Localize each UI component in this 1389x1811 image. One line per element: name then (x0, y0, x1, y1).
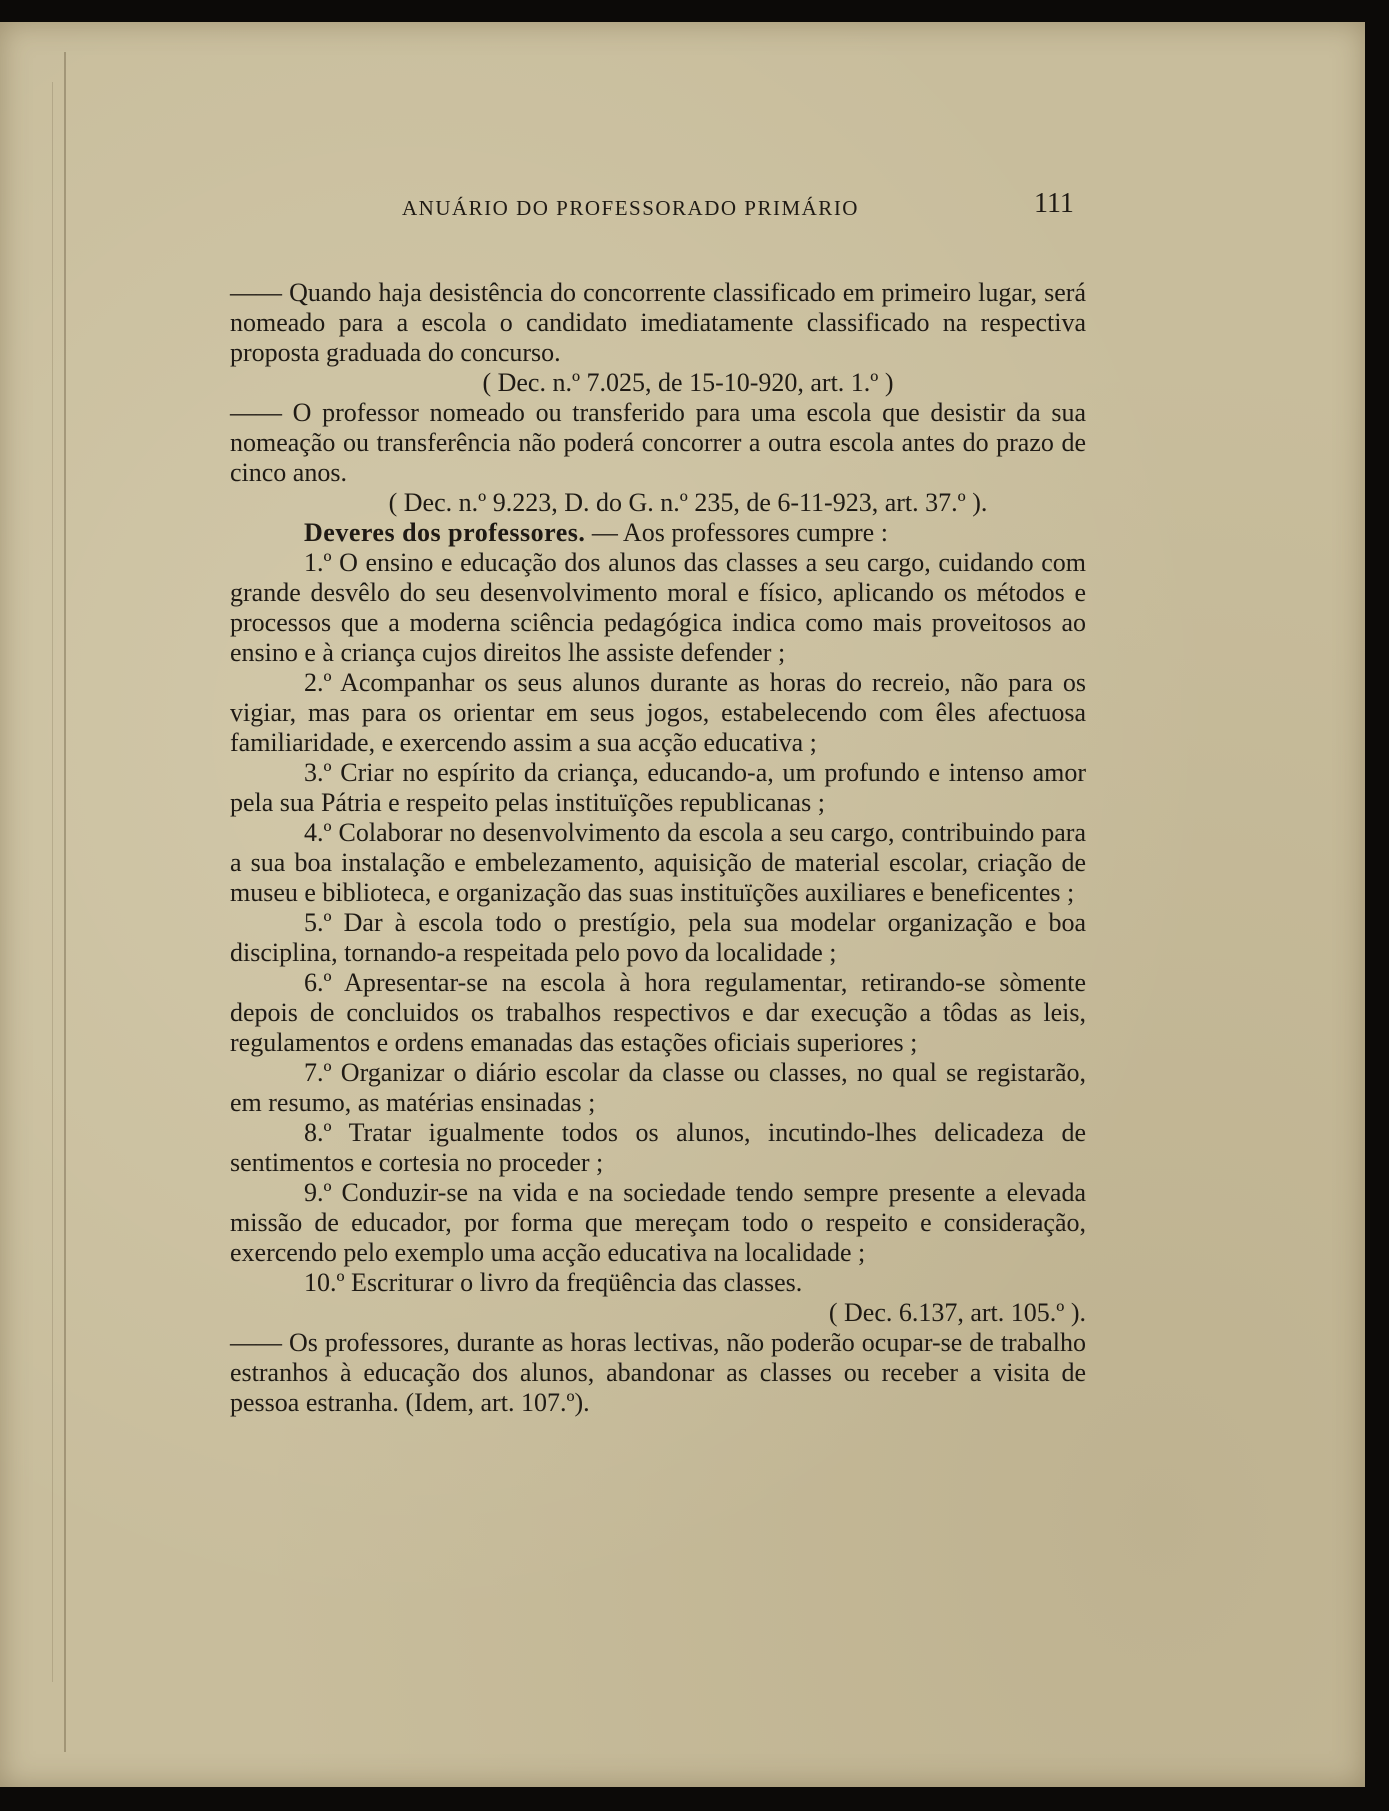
paragraph-desistencia: —— Quando haja desistência do concorrente classificado em primeiro lugar, será nomeado para a escola o candidato imediatamente classificado na respectiva proposta graduada do concurso. (230, 278, 1086, 367)
list-item-1: 1.º O ensino e educação dos alunos das classes a seu cargo, cuidando com grande desvêlo do seu desenvolvimento moral e físico, aplicando os métodos e processos que a moderna sciência pedagógica indica como mais proveitosos ao ensino e à criança cujos direitos lhe assiste defender ; (230, 548, 1086, 667)
list-item-10: 10.º Escriturar o livro da freqüência das classes. (304, 1268, 803, 1297)
page-edge-line (52, 82, 53, 1682)
list-item-5: 5.º Dar à escola todo o prestígio, pela sua modelar organização e boa disciplina, tornando-a respeitada pelo povo da localidade ; (230, 908, 1086, 967)
section-heading-title: Deveres dos professores. (304, 518, 586, 547)
list-item-8: 8.º Tratar igualmente todos os alunos, incutindo-lhes delicadeza de sentimentos e cortesia no proceder ; (230, 1118, 1086, 1177)
section-heading (230, 518, 1086, 548)
body-text (230, 278, 1086, 1418)
list-item-4: 4.º Colaborar no desenvolvimento da escola a seu cargo, contribuindo para a sua boa instalação e embelezamento, aquisição de material escolar, criação de museu e biblioteca, e organização das suas instituïções auxiliares e beneficentes ; (230, 818, 1086, 907)
list-item-9: 9.º Conduzir-se na vida e na sociedade tendo sempre presente a elevada missão de educador, por forma que mereçam todo o respeito e consideração, exercendo pelo exemplo uma acção educativa na localidade ; (230, 1178, 1086, 1267)
reference-dec-9223: ( Dec. n.º 9.223, D. do G. n.º 235, de 6-11-923, art. 37.º ). (388, 488, 988, 517)
list-item-2: 2.º Acompanhar os seus alunos durante as horas do recreio, não para os vigiar, mas para os orientar em seus jogos, estabelecendo com êles afectuosa familiaridade, e exercendo assim a sua acção educativa ; (230, 668, 1086, 757)
reference-dec-6137: ( Dec. 6.137, art. 105.º ). (828, 1298, 1086, 1327)
paragraph-horas-lectivas: —— Os professores, durante as horas lectivas, não poderão ocupar-se de trabalho estranhos à educação dos alunos, abandonar as classes ou receber a visita de pessoa estranha. (Idem, art. 107.º). (230, 1328, 1086, 1417)
paragraph-nomeado: —— O professor nomeado ou transferido para uma escola que desistir da sua nomeação ou transferência não poderá concorrer a outra escola antes do prazo de cinco anos. (230, 398, 1086, 487)
scanned-page (0, 22, 1365, 1787)
page-number: 111 (1034, 188, 1074, 219)
running-title: ANUÁRIO DO PROFESSORADO PRIMÁRIO (402, 196, 859, 220)
list-item-7: 7.º Organizar o diário escolar da classe ou classes, no qual se registarão, em resumo, as matérias ensinadas ; (230, 1058, 1086, 1117)
page-fold-line (64, 52, 66, 1752)
list-item-6: 6.º Apresentar-se na escola à hora regulamentar, retirando-se sòmente depois de concluidos os trabalhos respectivos e dar execução a tôdas as leis, regulamentos e ordens emanadas das estações oficiais superiores ; (230, 968, 1086, 1057)
section-heading-lead: — Aos professores cumpre : (585, 518, 888, 547)
list-item-3: 3.º Criar no espírito da criança, educando-a, um profundo e intenso amor pela sua Pátria e respeito pelas instituïções republicanas ; (230, 758, 1086, 817)
reference-dec-7025: ( Dec. n.º 7.025, de 15-10-920, art. 1.º ) (482, 368, 894, 397)
page-header (402, 188, 1082, 228)
